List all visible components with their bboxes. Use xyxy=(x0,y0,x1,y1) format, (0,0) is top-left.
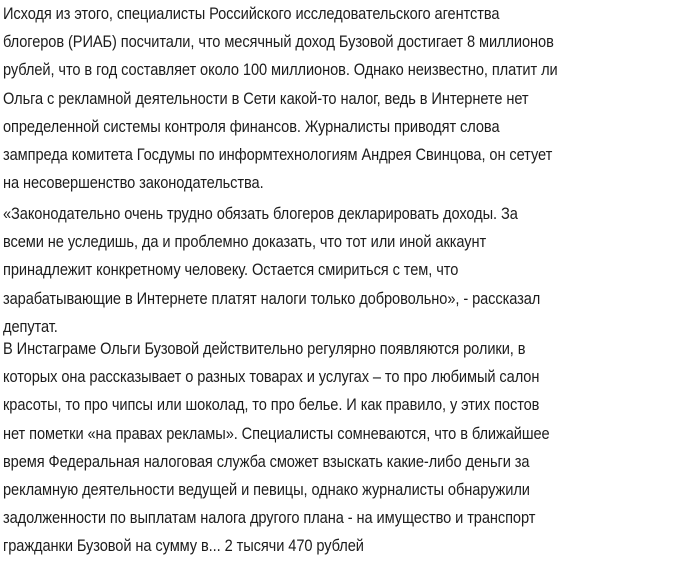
text-line: «Законодательно очень трудно обязать блогеров декларировать доходы. За xyxy=(3,204,518,223)
paragraph-deputy-quote xyxy=(3,200,628,341)
text-line: время Федеральная налоговая служба сможет взыскать какие-либо деньги за xyxy=(3,451,530,471)
text-line: депутат. xyxy=(3,316,58,336)
text-line: блогеров (РИАБ) посчитали, что месячный доход Бузовой достигает 8 миллионов xyxy=(3,32,554,52)
text-line: гражданки Бузовой на сумму в... 2 тысячи 470 рублей xyxy=(3,536,364,556)
text-line: принадлежит конкретному человеку. Остается смириться с тем, что xyxy=(3,260,459,280)
text-line: задолженности по выплатам налога другого плана - на имущество и транспорт xyxy=(3,508,536,528)
text-line: которых она рассказывает о разных товарах и услугах – то про любимый салон xyxy=(3,367,540,387)
text-line: зарабатывающие в Интернете платят налоги только добровольно», - рассказал xyxy=(3,288,541,308)
text-line: зампреда комитета Госдумы по информтехнологиям Андрея Свинцова, он сетует xyxy=(3,145,553,165)
text-line: Исходя из этого, специалисты Российского исследовательского агентства xyxy=(3,4,500,23)
paragraph-instagram-ads xyxy=(3,335,639,561)
text-line: на несовершенство законодательства. xyxy=(3,173,264,193)
text-line: рекламную деятельности ведущей и певицы, однако журналисты обнаружили xyxy=(3,480,530,500)
text-line: нет пометки «на правах рекламы». Специалисты сомневаются, что в ближайшее xyxy=(3,423,550,443)
text-line: рублей, что в год составляет около 100 миллионов. Однако неизвестно, платит ли xyxy=(3,60,558,80)
text-line: всеми не уследишь, да и проблемно доказать, что тот или иной аккаунт xyxy=(3,232,487,252)
text-line: определенной системы контроля финансов. Журналисты приводят слова xyxy=(3,116,500,136)
paragraph-riab-estimate xyxy=(3,0,648,197)
text-line: В Инстаграме Ольги Бузовой действительно регулярно появляются ролики, в xyxy=(3,339,526,358)
text-line: красоты, то про чипсы или шоколад, то про белье. И как правило, у этих постов xyxy=(3,395,540,415)
text-line: Ольга с рекламной деятельности в Сети какой-то налог, ведь в Интернете нет xyxy=(3,88,529,108)
